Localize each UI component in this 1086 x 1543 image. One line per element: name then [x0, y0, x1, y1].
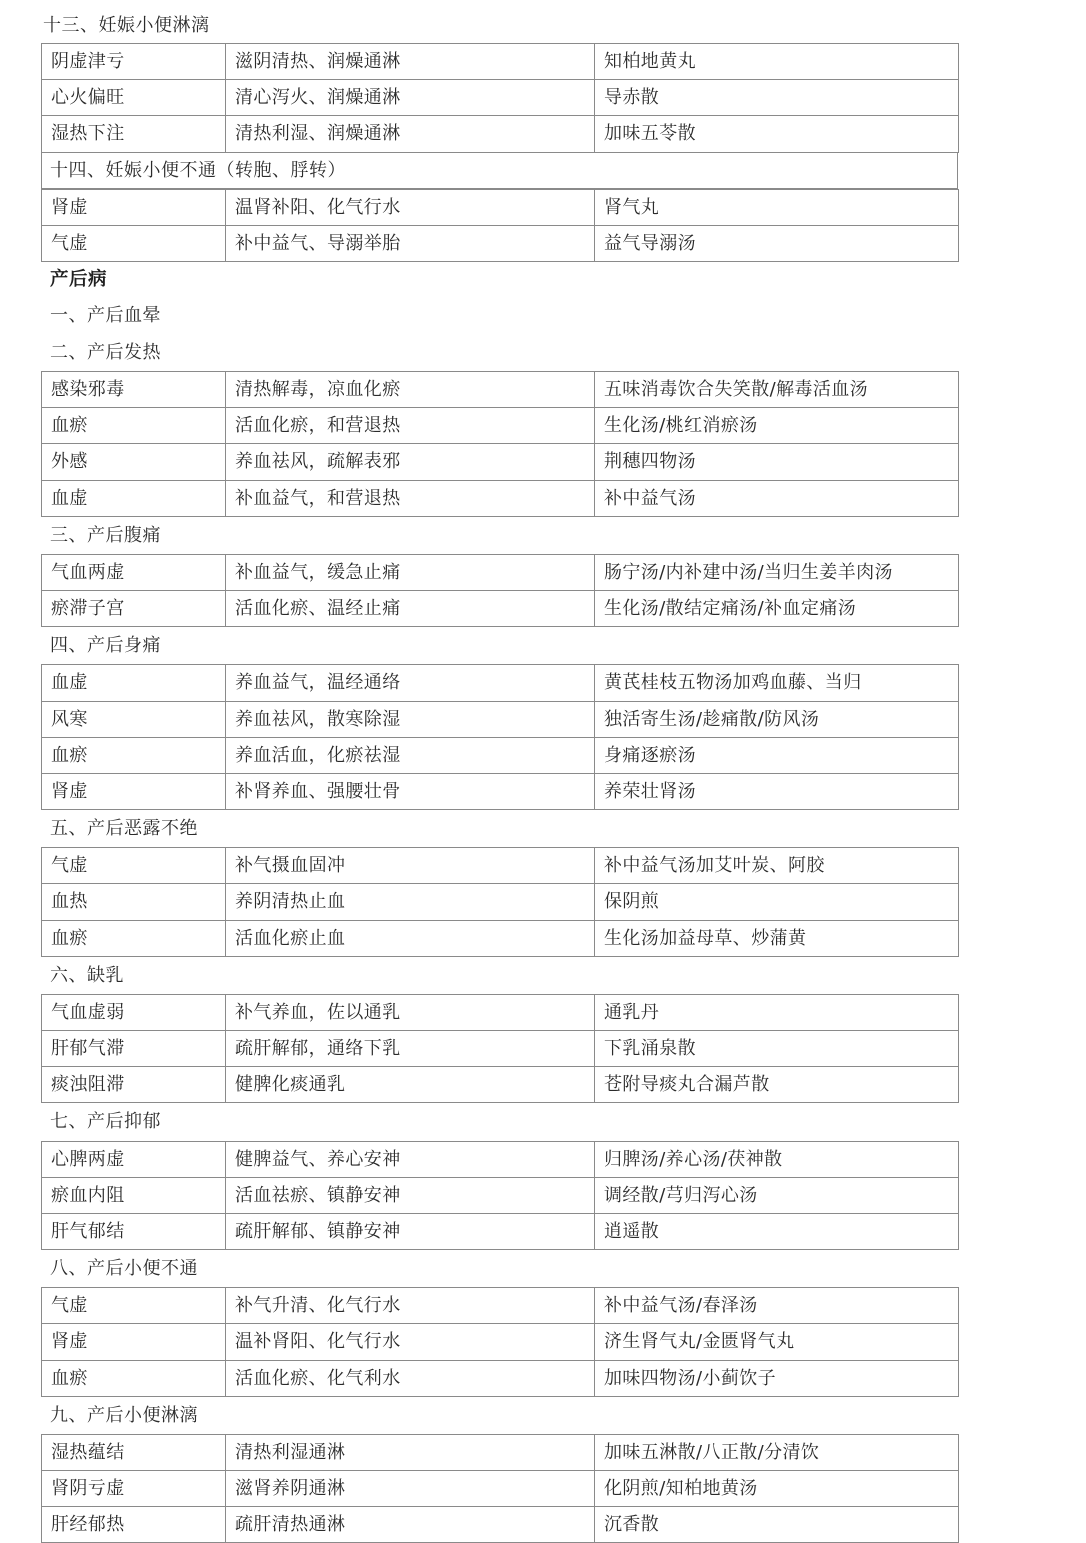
- cell-treatment: 活血化瘀、温经止痛: [226, 591, 595, 627]
- table-row: [42, 665, 959, 701]
- syndrome-table: [41, 43, 959, 153]
- table-row: [42, 591, 959, 627]
- cell-formula: 保阴煎: [595, 884, 959, 920]
- table-row: [42, 994, 959, 1030]
- cell-treatment: 疏肝解郁，通络下乳: [226, 1031, 595, 1067]
- cell-formula: 五味消毒饮合失笑散/解毒活血汤: [595, 372, 959, 408]
- cell-formula: 肾气丸: [595, 189, 959, 225]
- section-heading: 一、产后血晕: [50, 304, 161, 326]
- cell-formula: 加味五淋散/八正散/分清饮: [595, 1434, 959, 1470]
- cell-syndrome: 血瘀: [42, 1360, 226, 1396]
- cell-formula: 济生肾气丸/金匮肾气丸: [595, 1324, 959, 1360]
- cell-formula: 荆穗四物汤: [595, 444, 959, 480]
- cell-syndrome: 阴虚津亏: [42, 44, 226, 80]
- cell-formula: 肠宁汤/内补建中汤/当归生姜羊肉汤: [595, 554, 959, 590]
- cell-treatment: 温补肾阳、化气行水: [226, 1324, 595, 1360]
- cell-syndrome: 气虚: [42, 1288, 226, 1324]
- cell-syndrome: 心脾两虚: [42, 1141, 226, 1177]
- cell-treatment: 疏肝解郁、镇静安神: [226, 1213, 595, 1249]
- cell-treatment: 活血祛瘀、镇静安神: [226, 1177, 595, 1213]
- cell-treatment: 养阴清热止血: [226, 884, 595, 920]
- table-row: [42, 1434, 959, 1470]
- cell-formula: 知柏地黄丸: [595, 44, 959, 80]
- cell-formula: 养荣壮肾汤: [595, 773, 959, 809]
- cell-treatment: 温肾补阳、化气行水: [226, 189, 595, 225]
- cell-formula: 沉香散: [595, 1507, 959, 1543]
- cell-formula: 加味四物汤/小蓟饮子: [595, 1360, 959, 1396]
- table-row: [42, 408, 959, 444]
- table-row: [42, 1213, 959, 1249]
- cell-formula: 下乳涌泉散: [595, 1031, 959, 1067]
- syndrome-table: [41, 554, 959, 627]
- cell-treatment: 补中益气、导溺举胎: [226, 225, 595, 261]
- syndrome-table: [41, 189, 959, 262]
- cell-syndrome: 血虚: [42, 480, 226, 516]
- cell-treatment: 补血益气，和营退热: [226, 480, 595, 516]
- chapter-heading: 产后病: [50, 269, 108, 291]
- cell-treatment: 补肾养血、强腰壮骨: [226, 773, 595, 809]
- cell-treatment: 清心泻火、润燥通淋: [226, 80, 595, 116]
- table-row: [42, 1141, 959, 1177]
- document-body: [41, 8, 958, 1543]
- table-row: [42, 1471, 959, 1507]
- table-row: [42, 116, 959, 152]
- cell-formula: 补中益气汤加艾叶炭、阿胶: [595, 848, 959, 884]
- cell-syndrome: 气血虚弱: [42, 994, 226, 1030]
- section-heading: 四、产后身痛: [50, 635, 161, 657]
- cell-syndrome: 心火偏旺: [42, 80, 226, 116]
- cell-treatment: 养血活血，化瘀祛湿: [226, 737, 595, 773]
- cell-formula: 黄芪桂枝五物汤加鸡血藤、当归: [595, 665, 959, 701]
- cell-formula: 身痛逐瘀汤: [595, 737, 959, 773]
- cell-syndrome: 肝郁气滞: [42, 1031, 226, 1067]
- cell-syndrome: 气虚: [42, 225, 226, 261]
- section-heading: 九、产后小便淋漓: [50, 1404, 198, 1426]
- cell-treatment: 疏肝清热通淋: [226, 1507, 595, 1543]
- table-row: [42, 189, 959, 225]
- topic-heading: 十三、妊娠小便淋漓: [43, 15, 210, 36]
- section-heading: 二、产后发热: [50, 341, 161, 363]
- cell-syndrome: 肾虚: [42, 1324, 226, 1360]
- cell-syndrome: 肾虚: [42, 773, 226, 809]
- cell-syndrome: 肝气郁结: [42, 1213, 226, 1249]
- cell-syndrome: 血热: [42, 884, 226, 920]
- table-row: [42, 444, 959, 480]
- cell-treatment: 养血益气，温经通络: [226, 665, 595, 701]
- table-row: [42, 1324, 959, 1360]
- table-row: [42, 1067, 959, 1103]
- section-heading: 八、产后小便不通: [50, 1258, 198, 1280]
- cell-formula: 苍附导痰丸合漏芦散: [595, 1067, 959, 1103]
- cell-syndrome: 气虚: [42, 848, 226, 884]
- cell-treatment: 补气养血，佐以通乳: [226, 994, 595, 1030]
- table-row: [42, 1031, 959, 1067]
- section-heading-band: 十四、妊娠小便不通（转胞、脬转）: [41, 153, 958, 189]
- cell-syndrome: 血瘀: [42, 737, 226, 773]
- cell-syndrome: 血虚: [42, 665, 226, 701]
- cell-treatment: 滋阴清热、润燥通淋: [226, 44, 595, 80]
- cell-syndrome: 外感: [42, 444, 226, 480]
- cell-formula: 加味五苓散: [595, 116, 959, 152]
- table-row: [42, 737, 959, 773]
- cell-treatment: 养血祛风，疏解表邪: [226, 444, 595, 480]
- section-heading: 五、产后恶露不绝: [50, 818, 198, 840]
- cell-syndrome: 气血两虚: [42, 554, 226, 590]
- cell-syndrome: 痰浊阻滞: [42, 1067, 226, 1103]
- table-row: [42, 554, 959, 590]
- syndrome-table: [41, 1287, 959, 1397]
- table-row: [42, 701, 959, 737]
- cell-treatment: 补血益气，缓急止痛: [226, 554, 595, 590]
- table-row: [42, 920, 959, 956]
- cell-formula: 生化汤/桃红消瘀汤: [595, 408, 959, 444]
- cell-formula: 补中益气汤/春泽汤: [595, 1288, 959, 1324]
- cell-syndrome: 湿热蕴结: [42, 1434, 226, 1470]
- cell-formula: 导赤散: [595, 80, 959, 116]
- cell-syndrome: 肝经郁热: [42, 1507, 226, 1543]
- table-row: [42, 1288, 959, 1324]
- cell-syndrome: 风寒: [42, 701, 226, 737]
- cell-formula: 生化汤/散结定痛汤/补血定痛汤: [595, 591, 959, 627]
- syndrome-table: [41, 1141, 959, 1251]
- table-row: [42, 884, 959, 920]
- cell-syndrome: 湿热下注: [42, 116, 226, 152]
- cell-formula: 化阴煎/知柏地黄汤: [595, 1471, 959, 1507]
- table-row: [42, 372, 959, 408]
- table-row: [42, 44, 959, 80]
- section-heading: 七、产后抑郁: [50, 1111, 161, 1133]
- cell-treatment: 活血化瘀、化气利水: [226, 1360, 595, 1396]
- cell-treatment: 健脾益气、养心安神: [226, 1141, 595, 1177]
- cell-treatment: 清热利湿通淋: [226, 1434, 595, 1470]
- cell-syndrome: 肾阴亏虚: [42, 1471, 226, 1507]
- syndrome-table: [41, 1434, 959, 1543]
- cell-treatment: 滋肾养阴通淋: [226, 1471, 595, 1507]
- cell-formula: 逍遥散: [595, 1213, 959, 1249]
- syndrome-table: [41, 664, 959, 810]
- table-row: [42, 773, 959, 809]
- cell-formula: 通乳丹: [595, 994, 959, 1030]
- cell-formula: 归脾汤/养心汤/茯神散: [595, 1141, 959, 1177]
- cell-formula: 补中益气汤: [595, 480, 959, 516]
- table-row: [42, 1507, 959, 1543]
- cell-treatment: 活血化瘀，和营退热: [226, 408, 595, 444]
- section-heading: 六、缺乳: [50, 964, 124, 986]
- cell-syndrome: 血瘀: [42, 408, 226, 444]
- cell-formula: 调经散/芎归泻心汤: [595, 1177, 959, 1213]
- table-row: [42, 225, 959, 261]
- section-heading: 三、产后腹痛: [50, 524, 161, 546]
- syndrome-table: [41, 994, 959, 1104]
- table-row: [42, 480, 959, 516]
- cell-formula: 独活寄生汤/趁痛散/防风汤: [595, 701, 959, 737]
- cell-treatment: 补气摄血固冲: [226, 848, 595, 884]
- cell-syndrome: 肾虚: [42, 189, 226, 225]
- table-row: [42, 80, 959, 116]
- cell-formula: 益气导溺汤: [595, 225, 959, 261]
- cell-treatment: 补气升清、化气行水: [226, 1288, 595, 1324]
- cell-treatment: 活血化瘀止血: [226, 920, 595, 956]
- cell-syndrome: 瘀血内阻: [42, 1177, 226, 1213]
- cell-treatment: 清热解毒，凉血化瘀: [226, 372, 595, 408]
- cell-syndrome: 瘀滞子宫: [42, 591, 226, 627]
- table-row: [42, 1360, 959, 1396]
- table-row: [42, 848, 959, 884]
- cell-syndrome: 血瘀: [42, 920, 226, 956]
- cell-treatment: 健脾化痰通乳: [226, 1067, 595, 1103]
- syndrome-table: [41, 847, 959, 957]
- table-row: [42, 1177, 959, 1213]
- cell-treatment: 养血祛风，散寒除湿: [226, 701, 595, 737]
- cell-formula: 生化汤加益母草、炒蒲黄: [595, 920, 959, 956]
- cell-treatment: 清热利湿、润燥通淋: [226, 116, 595, 152]
- cell-syndrome: 感染邪毒: [42, 372, 226, 408]
- syndrome-table: [41, 371, 959, 517]
